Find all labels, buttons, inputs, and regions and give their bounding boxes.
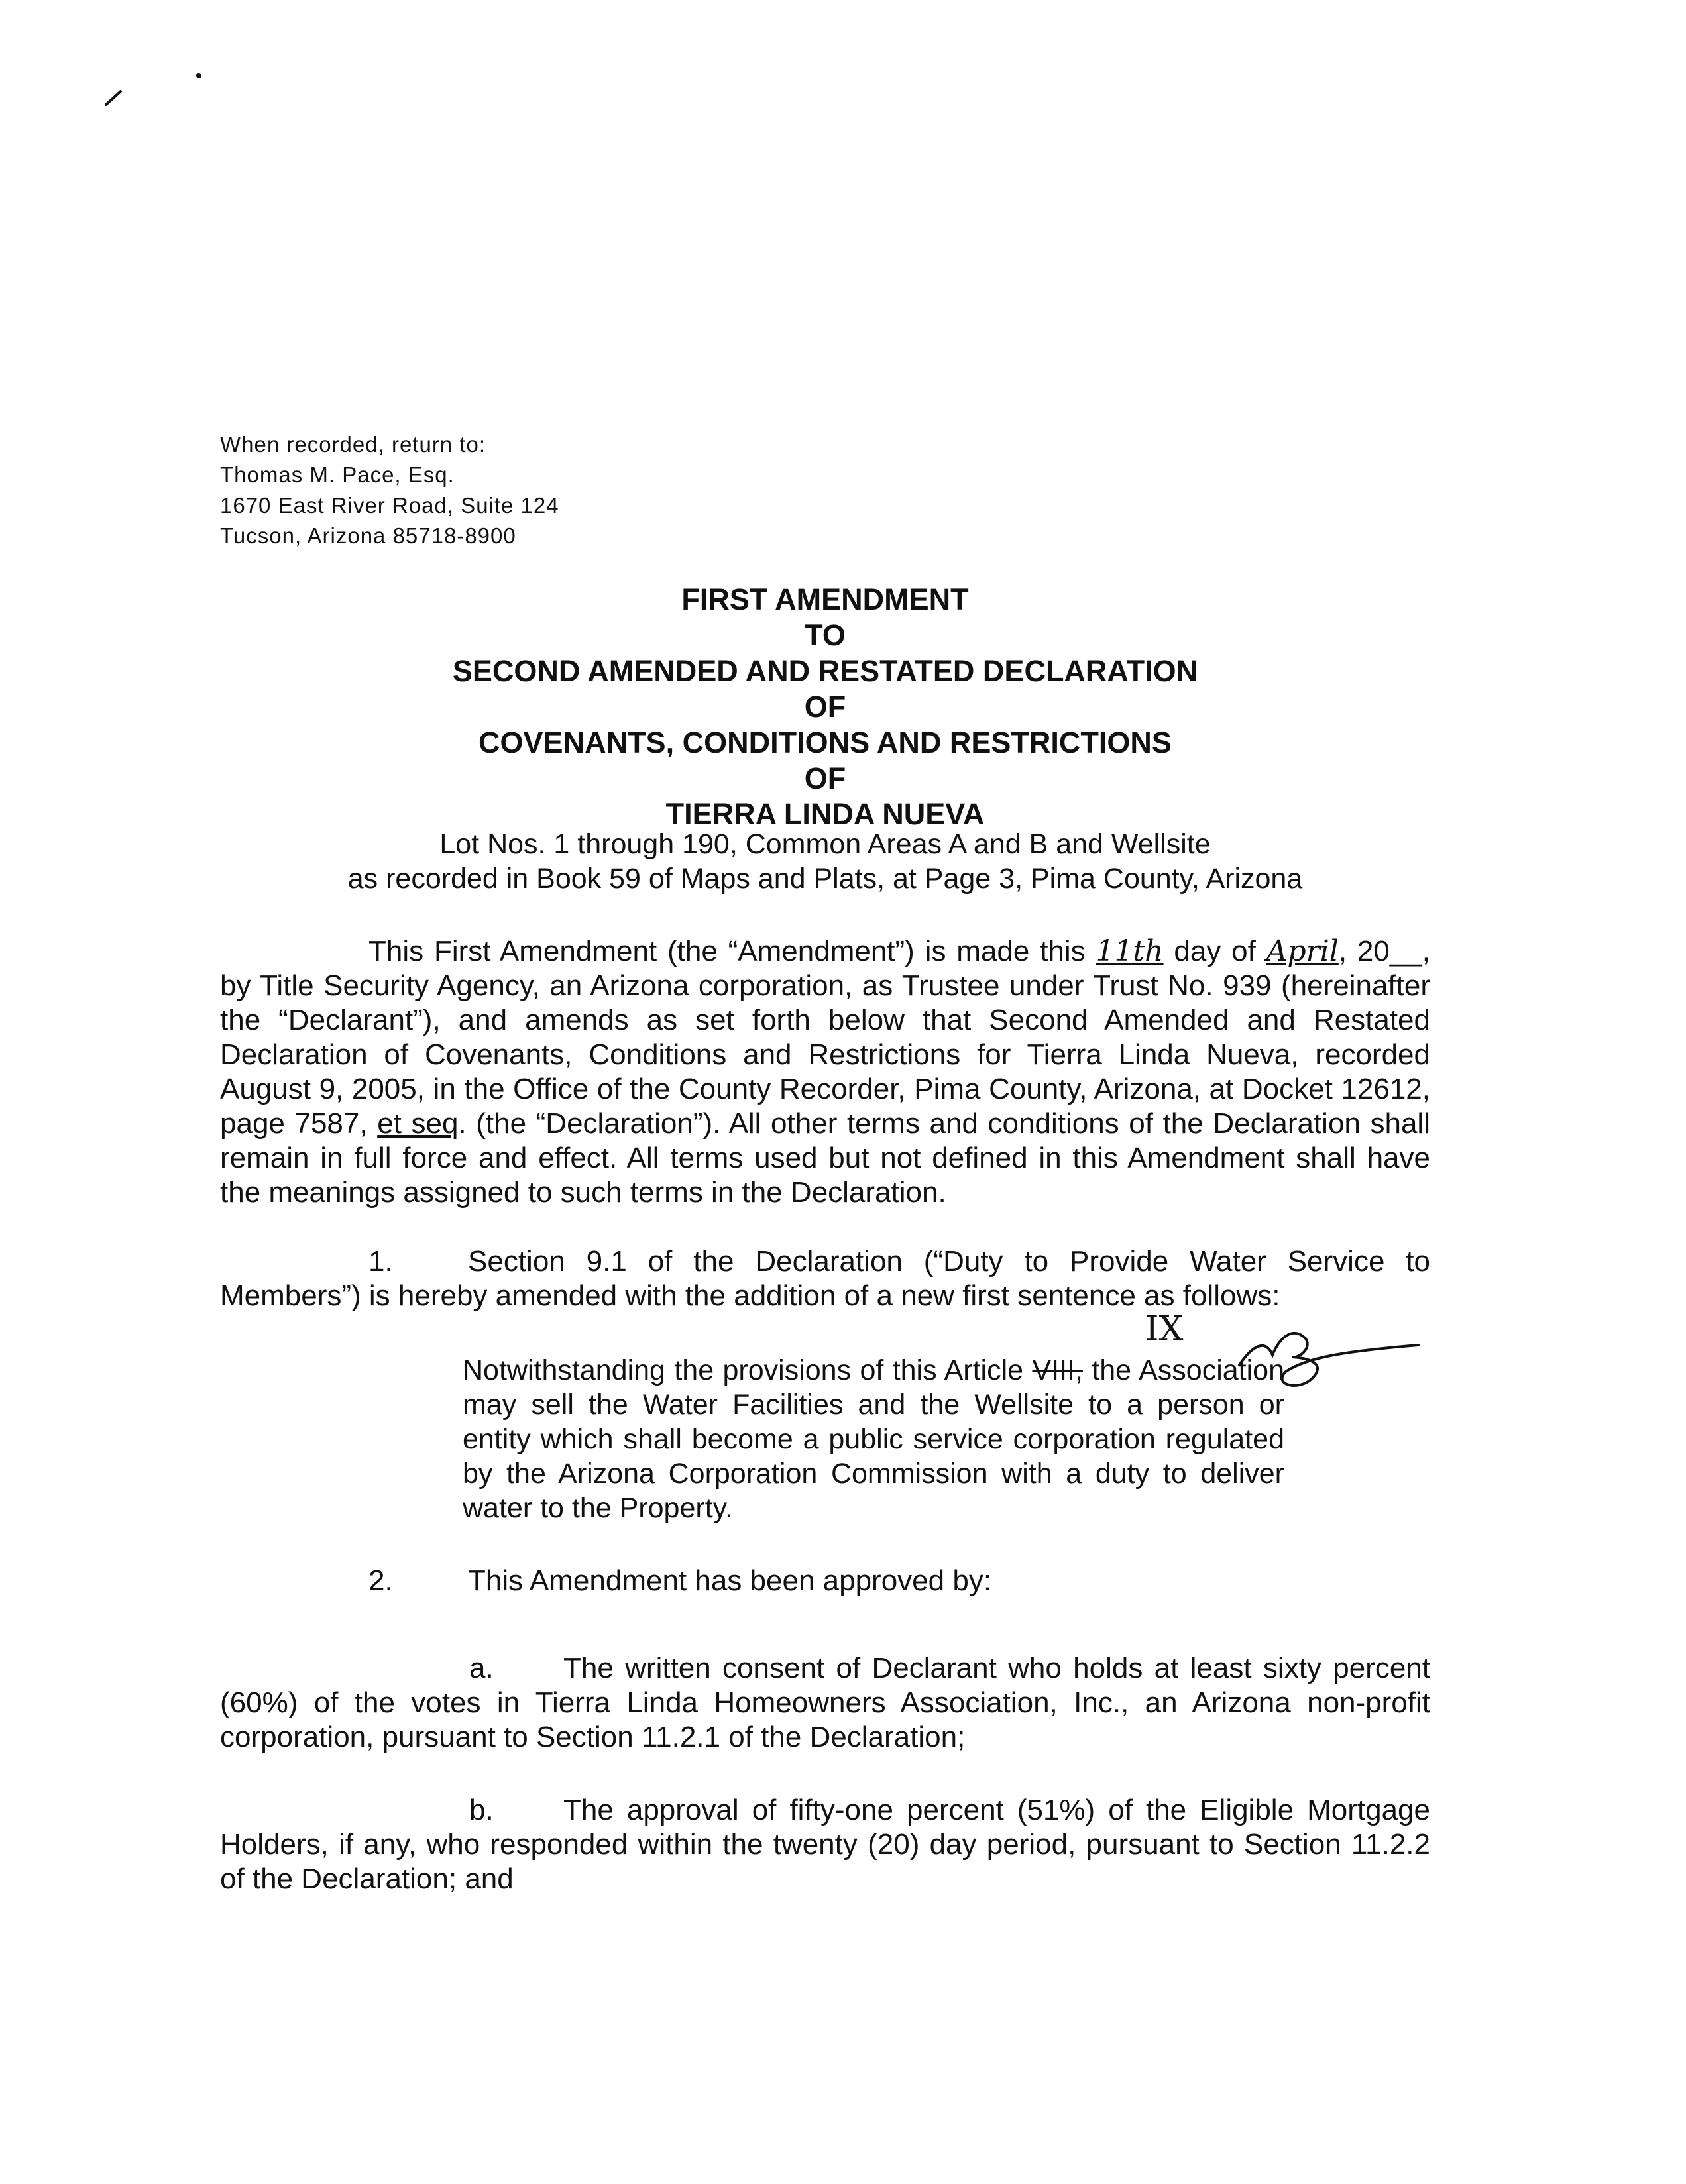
return-line: When recorded, return to: [220,432,486,457]
section-number: 2. [368,1564,393,1597]
document-title [220,582,1430,832]
section-number: 1. [368,1245,393,1278]
return-line: Tucson, Arizona 85718-8900 [220,523,516,548]
quote-text: Notwithstanding the provisions of this Article [463,1354,1033,1386]
intro-text: This First Amendment (the “Amendment”) is made this [368,935,1096,967]
quote-text: the Association may sell the Water Facilities and the Wellsite to a person or entity which shall become a public service corporation regulated by the Arizona Corporation Commission with a duty to deliver water to the Property. [463,1354,1284,1524]
handwritten-day: 11th [1096,934,1164,968]
title-line: TO [805,618,846,652]
title-line: OF [804,761,846,795]
lot-description [220,827,1430,896]
item-text: The written consent of Declarant who holds at least sixty percent (60%) of the votes in Tierra Linda Homeowners Association, Inc., an Arizona non-profit corporation, pursuant to Section 11.2.1 of the Declaration; [220,1652,1430,1753]
item-a [220,1651,1430,1755]
amendment-quote [463,1353,1284,1525]
handwritten-correction: IX [1145,1309,1184,1349]
item-text: The approval of fifty-one percent (51%) of the Eligible Mortgage Holders, if any, who responded within the twenty (20) day period, pursuant to Section 11.2.2 of the Declaration; and [220,1794,1430,1895]
section-text: This Amendment has been approved by: [468,1564,992,1597]
item-b [220,1793,1430,1896]
section-1 [220,1244,1430,1313]
title-line: OF [804,690,846,724]
et-seq: et seq [377,1107,459,1140]
title-line: TIERRA LINDA NUEVA [665,797,985,831]
intro-text: day of [1163,935,1266,967]
item-label: a. [469,1652,494,1684]
return-line: 1670 East River Road, Suite 124 [220,493,559,518]
intro-text: . (the “Declaration”). All other terms and conditions of the Declaration shall remain in full force and effect. All terms used but not defined in this Amendment shall have the meanings assigned to such terms in the Declaration. [220,1107,1430,1209]
lot-line: as recorded in Book 59 of Maps and Plats, at Page 3, Pima County, Arizona [347,863,1303,895]
return-line: Thomas M. Pace, Esq. [220,463,455,487]
item-label: b. [469,1794,494,1826]
section-text: Section 9.1 of the Declaration (“Duty to Provide Water Service to Members”) is hereby amended with the addition of a new first sentence as follows: [220,1245,1430,1312]
scan-mark [99,66,212,113]
title-line: COVENANTS, CONDITIONS AND RESTRICTIONS [478,726,1172,759]
struck-text: VIII, [1032,1354,1083,1386]
intro-text: , 20__, by Title Security Agency, an Arizona corporation, as Trustee under Trust No. 939 (hereinafter the “Declarant”), and amends as set forth below that Second Amended and Restated Declaration of Covenants, Conditions and Restrictions for Tierra Linda Nueva, recorded August 9, 2005, in the Office of the County Recorder, Pima County, Arizona, at Docket 12612, page 7587, [220,935,1431,1140]
title-line: FIRST AMENDMENT [681,582,969,616]
lot-line: Lot Nos. 1 through 190, Common Areas A and B and Wellsite [439,828,1211,860]
handwritten-month: April [1266,934,1339,968]
return-address-block [220,429,559,551]
title-line: SECOND AMENDED AND RESTATED DECLARATION [452,654,1198,688]
section-2 [220,1564,1430,1598]
intro-paragraph [220,934,1430,1210]
